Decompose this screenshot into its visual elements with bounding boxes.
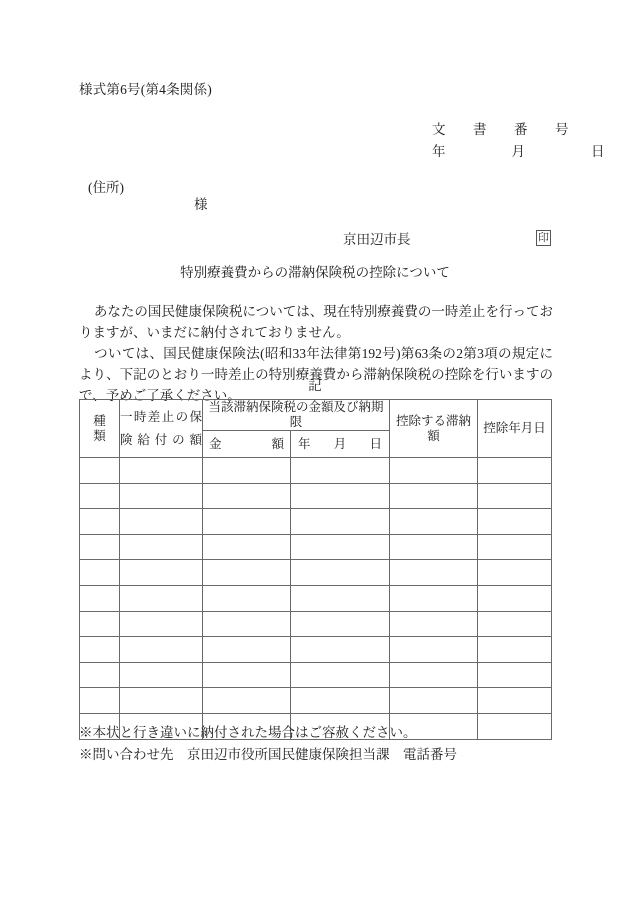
document-number-block <box>432 119 618 163</box>
table-row[interactable] <box>80 611 552 637</box>
cell-deduction-date[interactable] <box>478 637 552 663</box>
cell-suspended-amount[interactable] <box>120 611 203 637</box>
cell-type[interactable] <box>80 560 120 586</box>
cell-type[interactable] <box>80 509 120 535</box>
table-row[interactable] <box>80 534 552 560</box>
table-row[interactable] <box>80 483 552 509</box>
deduction-table-wrapper <box>79 399 551 740</box>
cell-deduction-amount[interactable] <box>390 458 478 484</box>
body-paragraph-1-text: あなたの国民健康保険税については、現在特別療養費の一時差止を行っておりますが、いまだに納付されておりません。 <box>79 304 553 340</box>
footnote-2-label: ※問い合わせ先 <box>79 747 174 762</box>
cell-deduction-amount[interactable] <box>390 483 478 509</box>
cell-suspended-amount[interactable] <box>120 585 203 611</box>
table-row[interactable] <box>80 509 552 535</box>
header-delinquent-group: 当該滞納保険税の金額及び納期限 <box>203 400 390 431</box>
cell-due-date[interactable] <box>291 458 390 484</box>
table-row[interactable] <box>80 688 552 714</box>
cell-suspended-amount[interactable] <box>120 637 203 663</box>
cell-deduction-date[interactable] <box>478 483 552 509</box>
header-suspended-amount <box>120 400 203 458</box>
cell-due-date[interactable] <box>291 560 390 586</box>
cell-due-date[interactable] <box>291 662 390 688</box>
cell-amount[interactable] <box>203 560 291 586</box>
cell-deduction-amount[interactable] <box>390 688 478 714</box>
cell-amount[interactable] <box>203 637 291 663</box>
header-due-date: 年月日 <box>291 431 390 458</box>
cell-amount[interactable] <box>203 483 291 509</box>
cell-deduction-date[interactable] <box>478 585 552 611</box>
cell-type[interactable] <box>80 585 120 611</box>
cell-suspended-amount[interactable] <box>120 483 203 509</box>
cell-type[interactable] <box>80 611 120 637</box>
footnote-2 <box>79 744 457 766</box>
header-deduction-amount: 控除する滞納額 <box>390 400 478 458</box>
cell-deduction-amount[interactable] <box>390 560 478 586</box>
cell-deduction-amount[interactable] <box>390 662 478 688</box>
cell-due-date[interactable] <box>291 534 390 560</box>
cell-deduction-date[interactable] <box>478 534 552 560</box>
cell-amount[interactable] <box>203 688 291 714</box>
table-row[interactable] <box>80 637 552 663</box>
body-paragraph-1 <box>79 301 553 343</box>
cell-type[interactable] <box>80 662 120 688</box>
header-type <box>80 400 120 458</box>
table-row[interactable] <box>80 662 552 688</box>
cell-type[interactable] <box>80 688 120 714</box>
cell-due-date[interactable] <box>291 688 390 714</box>
cell-deduction-amount[interactable] <box>390 534 478 560</box>
header-amount: 金額 <box>203 431 291 458</box>
address-label: (住所) <box>88 180 124 195</box>
footnotes <box>79 722 457 766</box>
issuer-name: 京田辺市長 <box>343 232 411 247</box>
cell-due-date[interactable] <box>291 509 390 535</box>
cell-type[interactable] <box>80 637 120 663</box>
cell-suspended-amount[interactable] <box>120 560 203 586</box>
cell-type[interactable] <box>80 483 120 509</box>
cell-amount[interactable] <box>203 611 291 637</box>
header-suspended-line1: 一時差止の保 <box>120 409 202 424</box>
cell-due-date[interactable] <box>291 611 390 637</box>
header-suspended-line2: 険給付の額 <box>120 432 202 447</box>
issuer-row <box>343 228 551 248</box>
cell-type[interactable] <box>80 534 120 560</box>
form-number: 様式第6号(第4条関係) <box>79 82 212 97</box>
footnote-1: ※本状と行き違いに納付された場合はご容赦ください。 <box>79 725 417 740</box>
cell-due-date[interactable] <box>291 483 390 509</box>
header-type-line1: 種 <box>93 413 106 428</box>
cell-due-date[interactable] <box>291 585 390 611</box>
body-paragraph-2-text: ついては、国民健康保険法(昭和33年法律第192号)第63条の2第3項の規定により、下記のとおり一時差止の特別療養費から滞納保険税の控除を行いますので、予めご了承ください。 <box>79 346 553 403</box>
cell-deduction-amount[interactable] <box>390 611 478 637</box>
cell-type[interactable] <box>80 458 120 484</box>
table-row[interactable] <box>80 458 552 484</box>
cell-suspended-amount[interactable] <box>120 662 203 688</box>
document-number-label: 文 書 番 号 <box>432 122 576 137</box>
cell-deduction-date[interactable] <box>478 713 552 739</box>
deduction-table <box>79 399 552 740</box>
cell-deduction-date[interactable] <box>478 662 552 688</box>
seal-icon: 印 <box>538 232 549 244</box>
cell-deduction-amount[interactable] <box>390 509 478 535</box>
record-mark: 記 <box>308 378 322 393</box>
cell-suspended-amount[interactable] <box>120 509 203 535</box>
cell-suspended-amount[interactable] <box>120 534 203 560</box>
cell-amount[interactable] <box>203 585 291 611</box>
cell-due-date[interactable] <box>291 637 390 663</box>
cell-deduction-amount[interactable] <box>390 637 478 663</box>
date-label: 年 月 日 <box>432 144 618 159</box>
header-deduction-date: 控除年月日 <box>478 400 552 458</box>
addressee-honorific: 様 <box>194 197 208 212</box>
table-row[interactable] <box>80 585 552 611</box>
cell-deduction-date[interactable] <box>478 611 552 637</box>
cell-amount[interactable] <box>203 509 291 535</box>
table-header-row-1 <box>80 400 552 431</box>
cell-deduction-date[interactable] <box>478 688 552 714</box>
cell-deduction-date[interactable] <box>478 458 552 484</box>
document-title: 特別療養費からの滞納保険税の控除について <box>180 265 450 280</box>
cell-amount[interactable] <box>203 458 291 484</box>
footnote-2-phone: 電話番号 <box>403 747 457 762</box>
header-type-line2: 類 <box>93 428 106 443</box>
cell-deduction-date[interactable] <box>478 509 552 535</box>
cell-amount[interactable] <box>203 662 291 688</box>
table-row[interactable] <box>80 560 552 586</box>
cell-deduction-date[interactable] <box>478 560 552 586</box>
cell-deduction-amount[interactable] <box>390 585 478 611</box>
cell-amount[interactable] <box>203 534 291 560</box>
cell-suspended-amount[interactable] <box>120 688 203 714</box>
cell-suspended-amount[interactable] <box>120 458 203 484</box>
footnote-2-office: 京田辺市役所国民健康保険担当課 <box>187 747 390 762</box>
